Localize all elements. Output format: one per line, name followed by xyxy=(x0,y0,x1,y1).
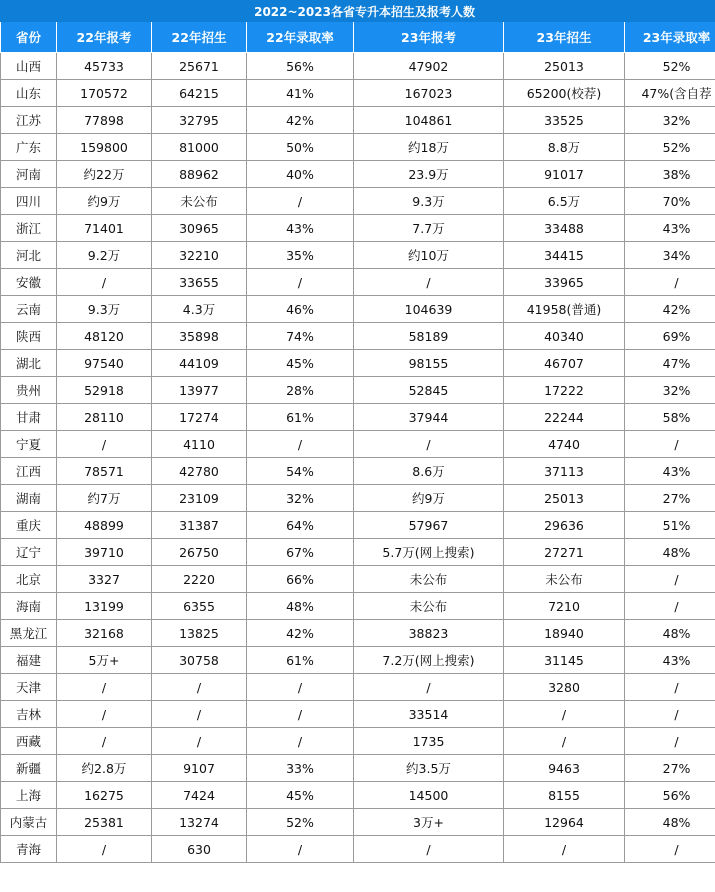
cell-22-applicants: 78571 xyxy=(57,458,152,485)
cell-22-admission-rate: / xyxy=(247,836,354,863)
table-row xyxy=(1,485,715,512)
cell-22-admission-rate: / xyxy=(247,431,354,458)
title-row xyxy=(1,1,715,22)
cell-province: 江苏 xyxy=(1,107,57,134)
cell-23-admission-rate: 47%(含自荐 xyxy=(625,80,715,107)
cell-22-admission-rate: 54% xyxy=(247,458,354,485)
column-header-23-enrollment: 23年招生 xyxy=(504,22,625,53)
cell-23-applicants: 52845 xyxy=(354,377,504,404)
cell-23-enrollment: 7210 xyxy=(504,593,625,620)
table-row xyxy=(1,701,715,728)
cell-23-admission-rate: 58% xyxy=(625,404,715,431)
cell-23-applicants: 33514 xyxy=(354,701,504,728)
cell-22-applicants: 约22万 xyxy=(57,161,152,188)
cell-22-admission-rate: 32% xyxy=(247,485,354,512)
table-row xyxy=(1,512,715,539)
cell-23-admission-rate: 48% xyxy=(625,539,715,566)
cell-23-enrollment: 4740 xyxy=(504,431,625,458)
cell-province: 天津 xyxy=(1,674,57,701)
cell-province: 山西 xyxy=(1,53,57,80)
cell-22-admission-rate: / xyxy=(247,188,354,215)
cell-22-enrollment: 64215 xyxy=(152,80,247,107)
cell-23-admission-rate: / xyxy=(625,836,715,863)
cell-23-applicants: 23.9万 xyxy=(354,161,504,188)
table-row xyxy=(1,215,715,242)
cell-22-admission-rate: 35% xyxy=(247,242,354,269)
cell-23-admission-rate: / xyxy=(625,431,715,458)
cell-23-applicants: 57967 xyxy=(354,512,504,539)
cell-22-admission-rate: / xyxy=(247,269,354,296)
cell-23-enrollment: 65200(校荐) xyxy=(504,80,625,107)
cell-province: 内蒙古 xyxy=(1,809,57,836)
cell-22-enrollment: 13977 xyxy=(152,377,247,404)
column-header-23-applicants: 23年报考 xyxy=(354,22,504,53)
cell-province: 辽宁 xyxy=(1,539,57,566)
table-row xyxy=(1,836,715,863)
cell-province: 西藏 xyxy=(1,728,57,755)
cell-23-admission-rate: / xyxy=(625,566,715,593)
cell-22-applicants: 13199 xyxy=(57,593,152,620)
cell-22-enrollment: 30758 xyxy=(152,647,247,674)
cell-22-admission-rate: 64% xyxy=(247,512,354,539)
cell-province: 黑龙江 xyxy=(1,620,57,647)
cell-23-admission-rate: / xyxy=(625,269,715,296)
table-row xyxy=(1,404,715,431)
cell-22-admission-rate: 28% xyxy=(247,377,354,404)
cell-province: 湖北 xyxy=(1,350,57,377)
cell-province: 云南 xyxy=(1,296,57,323)
cell-23-admission-rate: 27% xyxy=(625,755,715,782)
cell-22-applicants: 45733 xyxy=(57,53,152,80)
cell-22-enrollment: 13825 xyxy=(152,620,247,647)
cell-province: 新疆 xyxy=(1,755,57,782)
table-row xyxy=(1,107,715,134)
column-header-22-admission-rate: 22年录取率 xyxy=(247,22,354,53)
cell-23-enrollment: 25013 xyxy=(504,53,625,80)
cell-22-applicants: 170572 xyxy=(57,80,152,107)
table-row xyxy=(1,755,715,782)
cell-province: 北京 xyxy=(1,566,57,593)
cell-22-applicants: / xyxy=(57,674,152,701)
cell-22-applicants: 71401 xyxy=(57,215,152,242)
cell-22-admission-rate: 40% xyxy=(247,161,354,188)
cell-22-admission-rate: 56% xyxy=(247,53,354,80)
table-row xyxy=(1,809,715,836)
cell-23-admission-rate: 43% xyxy=(625,647,715,674)
cell-22-admission-rate: / xyxy=(247,701,354,728)
cell-province: 甘肃 xyxy=(1,404,57,431)
column-header-23-admission-rate: 23年录取率 xyxy=(625,22,715,53)
cell-23-enrollment: 37113 xyxy=(504,458,625,485)
cell-22-admission-rate: 46% xyxy=(247,296,354,323)
cell-23-admission-rate: 56% xyxy=(625,782,715,809)
cell-22-enrollment: 9107 xyxy=(152,755,247,782)
table-row xyxy=(1,188,715,215)
cell-23-enrollment: 3280 xyxy=(504,674,625,701)
column-header-22-enrollment: 22年招生 xyxy=(152,22,247,53)
cell-23-applicants: 14500 xyxy=(354,782,504,809)
header-row xyxy=(1,22,715,53)
cell-province: 山东 xyxy=(1,80,57,107)
cell-23-admission-rate: 43% xyxy=(625,215,715,242)
cell-23-enrollment: 25013 xyxy=(504,485,625,512)
cell-22-enrollment: 26750 xyxy=(152,539,247,566)
table-row xyxy=(1,377,715,404)
cell-22-admission-rate: 45% xyxy=(247,350,354,377)
cell-22-enrollment: 7424 xyxy=(152,782,247,809)
cell-22-enrollment: 6355 xyxy=(152,593,247,620)
cell-23-admission-rate: 38% xyxy=(625,161,715,188)
table-row xyxy=(1,782,715,809)
table-row xyxy=(1,566,715,593)
table-row xyxy=(1,458,715,485)
cell-23-admission-rate: 34% xyxy=(625,242,715,269)
cell-22-admission-rate: 52% xyxy=(247,809,354,836)
cell-23-enrollment: 46707 xyxy=(504,350,625,377)
cell-23-admission-rate: / xyxy=(625,674,715,701)
cell-23-applicants: / xyxy=(354,431,504,458)
cell-23-enrollment: / xyxy=(504,728,625,755)
cell-22-admission-rate: 66% xyxy=(247,566,354,593)
cell-23-applicants: 38823 xyxy=(354,620,504,647)
cell-23-admission-rate: 69% xyxy=(625,323,715,350)
cell-22-enrollment: 88962 xyxy=(152,161,247,188)
cell-22-enrollment: / xyxy=(152,674,247,701)
cell-22-applicants: 3327 xyxy=(57,566,152,593)
cell-23-applicants: 104861 xyxy=(354,107,504,134)
cell-23-admission-rate: 32% xyxy=(625,107,715,134)
cell-23-applicants: / xyxy=(354,269,504,296)
table-row xyxy=(1,620,715,647)
cell-22-applicants: 48899 xyxy=(57,512,152,539)
cell-22-enrollment: 13274 xyxy=(152,809,247,836)
table-row xyxy=(1,296,715,323)
table-row xyxy=(1,134,715,161)
cell-23-applicants: 约18万 xyxy=(354,134,504,161)
cell-23-enrollment: 6.5万 xyxy=(504,188,625,215)
cell-23-applicants: 98155 xyxy=(354,350,504,377)
cell-22-admission-rate: 43% xyxy=(247,215,354,242)
cell-22-applicants: 9.3万 xyxy=(57,296,152,323)
cell-22-applicants: 约2.8万 xyxy=(57,755,152,782)
table-row xyxy=(1,647,715,674)
cell-23-admission-rate: 27% xyxy=(625,485,715,512)
cell-23-admission-rate: 43% xyxy=(625,458,715,485)
cell-23-enrollment: 91017 xyxy=(504,161,625,188)
cell-22-applicants: 约7万 xyxy=(57,485,152,512)
cell-23-applicants: 104639 xyxy=(354,296,504,323)
cell-22-applicants: 9.2万 xyxy=(57,242,152,269)
cell-23-applicants: 约10万 xyxy=(354,242,504,269)
cell-23-enrollment: 41958(普通) xyxy=(504,296,625,323)
cell-22-enrollment: 17274 xyxy=(152,404,247,431)
cell-22-enrollment: 44109 xyxy=(152,350,247,377)
cell-23-applicants: 约3.5万 xyxy=(354,755,504,782)
cell-23-applicants: 约9万 xyxy=(354,485,504,512)
cell-22-enrollment: 35898 xyxy=(152,323,247,350)
cell-province: 河北 xyxy=(1,242,57,269)
cell-22-admission-rate: 42% xyxy=(247,620,354,647)
cell-22-applicants: / xyxy=(57,836,152,863)
cell-province: 四川 xyxy=(1,188,57,215)
cell-23-admission-rate: 51% xyxy=(625,512,715,539)
table-body xyxy=(1,53,715,863)
cell-23-applicants: 37944 xyxy=(354,404,504,431)
cell-22-admission-rate: 67% xyxy=(247,539,354,566)
cell-province: 贵州 xyxy=(1,377,57,404)
cell-23-applicants: 47902 xyxy=(354,53,504,80)
cell-province: 上海 xyxy=(1,782,57,809)
table-row xyxy=(1,350,715,377)
cell-22-admission-rate: / xyxy=(247,674,354,701)
cell-23-enrollment: / xyxy=(504,701,625,728)
cell-23-enrollment: 33488 xyxy=(504,215,625,242)
cell-23-enrollment: 34415 xyxy=(504,242,625,269)
cell-23-applicants: 7.2万(网上搜索) xyxy=(354,647,504,674)
cell-22-enrollment: 32210 xyxy=(152,242,247,269)
cell-22-applicants: 16275 xyxy=(57,782,152,809)
cell-province: 安徽 xyxy=(1,269,57,296)
cell-province: 广东 xyxy=(1,134,57,161)
cell-23-admission-rate: 52% xyxy=(625,53,715,80)
table-row xyxy=(1,80,715,107)
column-header-province: 省份 xyxy=(1,22,57,53)
table-row xyxy=(1,323,715,350)
cell-22-admission-rate: 74% xyxy=(247,323,354,350)
cell-province: 江西 xyxy=(1,458,57,485)
cell-22-enrollment: 未公布 xyxy=(152,188,247,215)
cell-23-applicants: 未公布 xyxy=(354,593,504,620)
cell-22-applicants: 39710 xyxy=(57,539,152,566)
table-row xyxy=(1,674,715,701)
cell-23-admission-rate: 48% xyxy=(625,620,715,647)
cell-23-enrollment: / xyxy=(504,836,625,863)
cell-province: 河南 xyxy=(1,161,57,188)
cell-23-applicants: 9.3万 xyxy=(354,188,504,215)
cell-22-admission-rate: 41% xyxy=(247,80,354,107)
cell-22-admission-rate: 61% xyxy=(247,404,354,431)
cell-22-applicants: 159800 xyxy=(57,134,152,161)
cell-22-admission-rate: 33% xyxy=(247,755,354,782)
cell-23-admission-rate: 32% xyxy=(625,377,715,404)
cell-22-admission-rate: 50% xyxy=(247,134,354,161)
cell-22-enrollment: / xyxy=(152,728,247,755)
cell-22-applicants: 约9万 xyxy=(57,188,152,215)
cell-23-admission-rate: / xyxy=(625,728,715,755)
cell-23-enrollment: 29636 xyxy=(504,512,625,539)
cell-22-admission-rate: 42% xyxy=(247,107,354,134)
cell-22-admission-rate: 48% xyxy=(247,593,354,620)
cell-province: 重庆 xyxy=(1,512,57,539)
table-row xyxy=(1,539,715,566)
cell-23-enrollment: 40340 xyxy=(504,323,625,350)
cell-23-enrollment: 33965 xyxy=(504,269,625,296)
cell-23-applicants: 8.6万 xyxy=(354,458,504,485)
cell-23-enrollment: 17222 xyxy=(504,377,625,404)
cell-23-applicants: 3万+ xyxy=(354,809,504,836)
cell-23-applicants: 5.7万(网上搜索) xyxy=(354,539,504,566)
table-row xyxy=(1,242,715,269)
cell-22-applicants: / xyxy=(57,269,152,296)
cell-23-applicants: / xyxy=(354,836,504,863)
cell-23-enrollment: 12964 xyxy=(504,809,625,836)
cell-22-enrollment: 4.3万 xyxy=(152,296,247,323)
cell-22-applicants: / xyxy=(57,431,152,458)
cell-23-admission-rate: 42% xyxy=(625,296,715,323)
cell-22-applicants: / xyxy=(57,701,152,728)
cell-23-enrollment: 9463 xyxy=(504,755,625,782)
cell-23-applicants: 58189 xyxy=(354,323,504,350)
cell-23-enrollment: 未公布 xyxy=(504,566,625,593)
cell-province: 福建 xyxy=(1,647,57,674)
cell-23-admission-rate: 47% xyxy=(625,350,715,377)
cell-23-admission-rate: 70% xyxy=(625,188,715,215)
table-row xyxy=(1,593,715,620)
cell-22-enrollment: 30965 xyxy=(152,215,247,242)
table-row xyxy=(1,728,715,755)
cell-province: 湖南 xyxy=(1,485,57,512)
table-row xyxy=(1,269,715,296)
cell-23-enrollment: 8155 xyxy=(504,782,625,809)
cell-22-enrollment: / xyxy=(152,701,247,728)
table-row xyxy=(1,161,715,188)
cell-22-applicants: / xyxy=(57,728,152,755)
cell-23-applicants: 167023 xyxy=(354,80,504,107)
cell-22-applicants: 77898 xyxy=(57,107,152,134)
cell-23-enrollment: 18940 xyxy=(504,620,625,647)
cell-23-admission-rate: 48% xyxy=(625,809,715,836)
table-row xyxy=(1,53,715,80)
cell-22-enrollment: 23109 xyxy=(152,485,247,512)
cell-province: 海南 xyxy=(1,593,57,620)
cell-23-enrollment: 31145 xyxy=(504,647,625,674)
cell-22-enrollment: 4110 xyxy=(152,431,247,458)
cell-22-applicants: 48120 xyxy=(57,323,152,350)
cell-23-applicants: 7.7万 xyxy=(354,215,504,242)
cell-23-enrollment: 27271 xyxy=(504,539,625,566)
cell-22-admission-rate: / xyxy=(247,728,354,755)
cell-23-applicants: 1735 xyxy=(354,728,504,755)
cell-23-enrollment: 22244 xyxy=(504,404,625,431)
cell-22-applicants: 52918 xyxy=(57,377,152,404)
cell-22-applicants: 28110 xyxy=(57,404,152,431)
cell-22-enrollment: 81000 xyxy=(152,134,247,161)
table-title: 2022~2023各省专升本招生及报考人数 xyxy=(1,1,715,22)
cell-22-admission-rate: 61% xyxy=(247,647,354,674)
cell-23-admission-rate: / xyxy=(625,593,715,620)
cell-province: 陕西 xyxy=(1,323,57,350)
cell-22-admission-rate: 45% xyxy=(247,782,354,809)
cell-22-enrollment: 25671 xyxy=(152,53,247,80)
cell-22-applicants: 25381 xyxy=(57,809,152,836)
cell-province: 青海 xyxy=(1,836,57,863)
cell-23-enrollment: 33525 xyxy=(504,107,625,134)
cell-22-enrollment: 33655 xyxy=(152,269,247,296)
cell-22-enrollment: 42780 xyxy=(152,458,247,485)
cell-province: 宁夏 xyxy=(1,431,57,458)
cell-22-enrollment: 32795 xyxy=(152,107,247,134)
cell-22-applicants: 32168 xyxy=(57,620,152,647)
cell-23-admission-rate: 52% xyxy=(625,134,715,161)
cell-22-applicants: 97540 xyxy=(57,350,152,377)
cell-22-enrollment: 2220 xyxy=(152,566,247,593)
cell-province: 浙江 xyxy=(1,215,57,242)
cell-22-enrollment: 31387 xyxy=(152,512,247,539)
cell-23-applicants: 未公布 xyxy=(354,566,504,593)
column-header-22-applicants: 22年报考 xyxy=(57,22,152,53)
cell-province: 吉林 xyxy=(1,701,57,728)
cell-23-applicants: / xyxy=(354,674,504,701)
cell-22-applicants: 5万+ xyxy=(57,647,152,674)
cell-23-admission-rate: / xyxy=(625,701,715,728)
table-row xyxy=(1,431,715,458)
cell-22-enrollment: 630 xyxy=(152,836,247,863)
cell-23-enrollment: 8.8万 xyxy=(504,134,625,161)
